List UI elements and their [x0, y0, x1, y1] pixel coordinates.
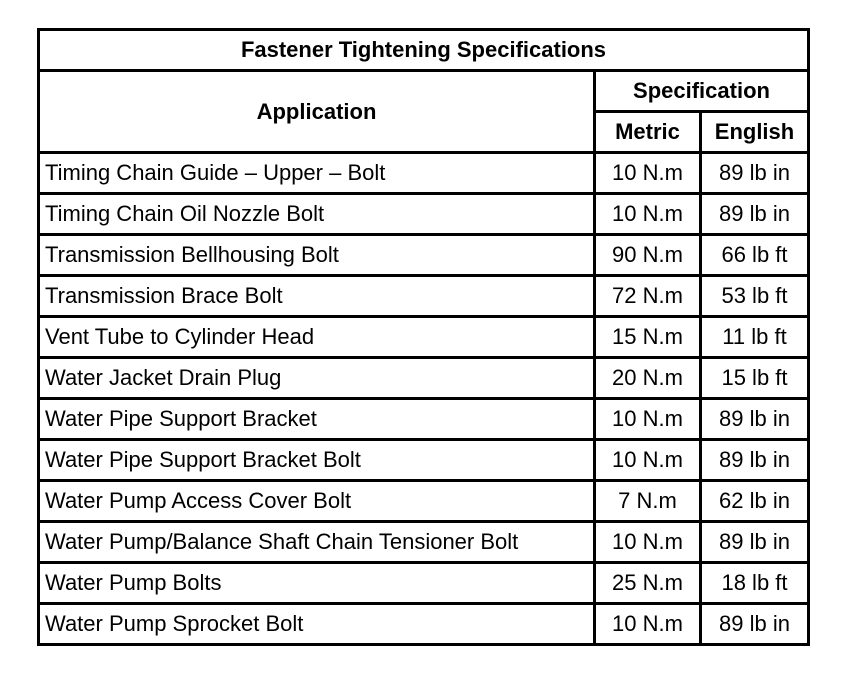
column-header-specification: Specification: [595, 71, 809, 112]
table-row: [39, 358, 809, 399]
table-row: [39, 317, 809, 358]
english-cell: 89 lb in: [701, 440, 809, 481]
table-title: Fastener Tightening Specifications: [39, 30, 809, 71]
column-header-english: English: [701, 112, 809, 153]
application-cell: Water Pump Sprocket Bolt: [39, 604, 595, 645]
application-cell: Water Pump Bolts: [39, 563, 595, 604]
table-row: [39, 522, 809, 563]
column-header-metric: Metric: [595, 112, 701, 153]
table-row: [39, 440, 809, 481]
table-row: [39, 399, 809, 440]
application-cell: Water Jacket Drain Plug: [39, 358, 595, 399]
fastener-spec-table: [37, 28, 810, 646]
english-cell: 89 lb in: [701, 399, 809, 440]
application-cell: Transmission Brace Bolt: [39, 276, 595, 317]
english-cell: 62 lb in: [701, 481, 809, 522]
metric-cell: 7 N.m: [595, 481, 701, 522]
table-row: [39, 481, 809, 522]
metric-cell: 10 N.m: [595, 194, 701, 235]
metric-cell: 10 N.m: [595, 153, 701, 194]
application-cell: Timing Chain Guide – Upper – Bolt: [39, 153, 595, 194]
english-cell: 66 lb ft: [701, 235, 809, 276]
table-row: [39, 194, 809, 235]
table-row: [39, 153, 809, 194]
english-cell: 53 lb ft: [701, 276, 809, 317]
english-cell: 18 lb ft: [701, 563, 809, 604]
metric-cell: 25 N.m: [595, 563, 701, 604]
metric-cell: 72 N.m: [595, 276, 701, 317]
english-cell: 89 lb in: [701, 604, 809, 645]
column-header-application: Application: [39, 71, 595, 153]
application-cell: Vent Tube to Cylinder Head: [39, 317, 595, 358]
application-cell: Water Pump/Balance Shaft Chain Tensioner Bolt: [39, 522, 595, 563]
application-cell: Transmission Bellhousing Bolt: [39, 235, 595, 276]
english-cell: 11 lb ft: [701, 317, 809, 358]
metric-cell: 10 N.m: [595, 440, 701, 481]
metric-cell: 10 N.m: [595, 604, 701, 645]
english-cell: 15 lb ft: [701, 358, 809, 399]
metric-cell: 15 N.m: [595, 317, 701, 358]
table-row: [39, 563, 809, 604]
table-row: [39, 276, 809, 317]
metric-cell: 90 N.m: [595, 235, 701, 276]
table-row: [39, 235, 809, 276]
metric-cell: 20 N.m: [595, 358, 701, 399]
application-cell: Water Pump Access Cover Bolt: [39, 481, 595, 522]
application-cell: Water Pipe Support Bracket: [39, 399, 595, 440]
application-cell: Timing Chain Oil Nozzle Bolt: [39, 194, 595, 235]
metric-cell: 10 N.m: [595, 399, 701, 440]
english-cell: 89 lb in: [701, 153, 809, 194]
application-cell: Water Pipe Support Bracket Bolt: [39, 440, 595, 481]
table-row: [39, 604, 809, 645]
english-cell: 89 lb in: [701, 194, 809, 235]
english-cell: 89 lb in: [701, 522, 809, 563]
metric-cell: 10 N.m: [595, 522, 701, 563]
table-body: [39, 153, 809, 645]
